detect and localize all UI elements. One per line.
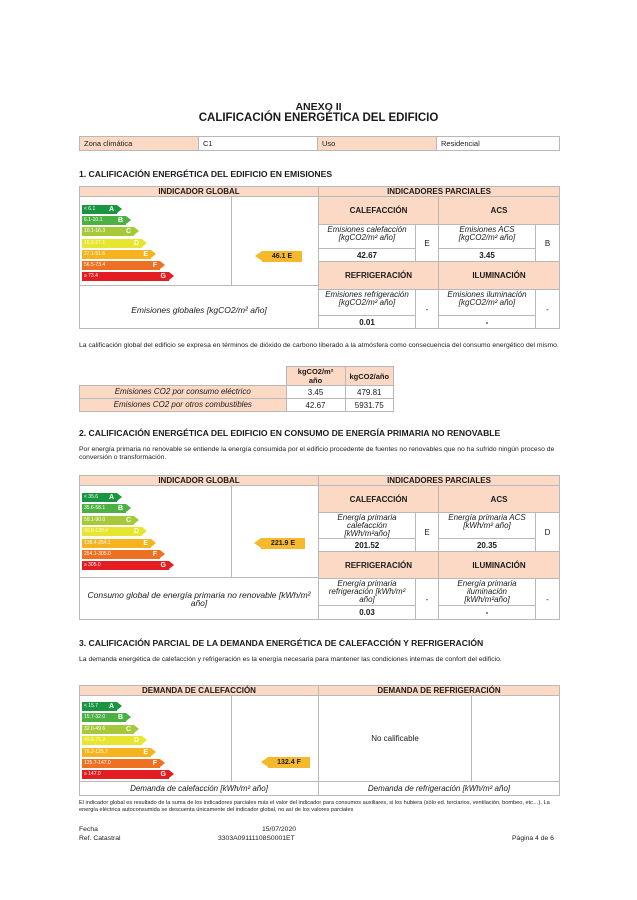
zona-value: C1: [199, 137, 318, 151]
s3-heat-caption: Demanda de calefacción [kWh/m² año]: [79, 781, 319, 796]
scale-range: 32.0-49.6: [84, 725, 106, 732]
scale-range: 35.6-58.1: [84, 505, 106, 512]
uso-value: Residencial: [437, 137, 560, 151]
scale-letter: G: [160, 771, 166, 779]
section-2-title: 2. CALIFICACIÓN ENERGÉTICA DEL EDIFICIO EN CONSUMO DE ENERGÍA PRIMARIA NO RENOVABLE: [79, 428, 501, 438]
scale-letter: B: [117, 505, 123, 513]
s2-partial-header: INDICADORES PARCIALES: [318, 475, 560, 486]
scale-letter: F: [152, 760, 157, 767]
scale-bar-e: [82, 250, 151, 259]
scale-letter: E: [143, 748, 148, 756]
scale-bar-c: [82, 516, 134, 525]
ref-value: 3303A09111108S0001ET: [218, 835, 295, 842]
co2-row-value-1: 3.45: [286, 386, 345, 399]
s2-refr-header: REFRIGERACIÓN: [318, 551, 439, 579]
scale-letter: F: [152, 262, 157, 269]
co2-row-value-2: 5931.75: [345, 399, 394, 412]
co2-row-value-2: 479.81: [345, 386, 394, 399]
s3-rating-box: [231, 695, 319, 782]
s3-cool-caption: Demanda de refrigeración [kWh/m² año]: [318, 781, 560, 796]
table-row: [80, 386, 394, 399]
s3-paragraph: La demanda energética de calefacción y refrigeración es la energía necesaria para mantener las condiciones internas de confort del edificio.: [79, 656, 502, 663]
scale-bar-b: [82, 713, 126, 722]
scale-bar-g: [82, 272, 169, 281]
scale-bar-e: [82, 539, 151, 548]
s1-calef-label: Emisiones calefacción [kgCO2/m² año]: [318, 224, 416, 249]
scale-bar-d: [82, 736, 142, 745]
s1-calef-header: CALEFACCIÓN: [318, 196, 439, 225]
s2-acs-value: 20.35: [438, 538, 536, 552]
s2-calef-label: Energía primaria calefacción [kWh/m²año]: [318, 512, 416, 539]
scale-range: < 15.7: [84, 703, 99, 709]
s1-partial-header: INDICADORES PARCIALES: [318, 186, 560, 197]
scale-bar-a: [82, 493, 117, 502]
scale-bar-f: [82, 759, 160, 768]
scale-bar-e: [82, 748, 151, 757]
scale-range: 10.1-16.3: [84, 228, 106, 235]
scale-letter: C: [125, 228, 131, 236]
scale-letter: A: [108, 206, 114, 213]
s1-acs-letter: B: [535, 224, 560, 262]
co2-table: [79, 366, 394, 412]
s3-cool-header: DEMANDA DE REFRIGERACIÓN: [318, 685, 560, 696]
scale-bar-f: [82, 550, 160, 559]
scale-range: 49.6-76.2: [84, 737, 106, 744]
scale-letter: D: [133, 528, 139, 536]
s2-acs-header: ACS: [438, 485, 560, 513]
scale-letter: G: [160, 273, 166, 281]
s2-ilum-label: Energía primaria iluminación [kWh/m²año]: [438, 578, 536, 606]
scale-letter: B: [117, 714, 123, 722]
annex-title: ANEXO II: [295, 101, 342, 113]
scale-bar-g: [82, 561, 169, 570]
scale-letter: E: [143, 250, 148, 258]
s2-rating-arrow: 221.9 E: [261, 538, 305, 549]
s2-rating-box: [231, 485, 319, 578]
scale-range: ≥ 73.4: [84, 273, 98, 280]
scale-range: ≥ 147.0: [84, 771, 101, 778]
scale-letter: A: [108, 494, 114, 501]
co2-col2-header: kgCO2/año: [345, 367, 394, 386]
scale-letter: C: [125, 516, 131, 524]
s2-refr-value: 0.03: [318, 605, 416, 620]
s1-acs-value: 3.45: [438, 248, 536, 262]
s2-acs-letter: D: [535, 512, 560, 552]
s1-global-caption: Emisiones globales [kgCO2/m² año]: [79, 285, 319, 329]
fecha-label: Fecha: [79, 826, 98, 833]
annex-subtitle: CALIFICACIÓN ENERGÉTICA DEL EDIFICIO: [198, 112, 439, 124]
s2-ilum-value: -: [438, 605, 536, 620]
section-3-title: 3. CALIFICACIÓN PARCIAL DE LA DEMANDA ENERGÉTICA DE CALEFACCIÓN Y REFRIGERACIÓN: [79, 638, 484, 648]
scale-letter: C: [125, 725, 131, 733]
s1-paragraph: La calificación global del edificio se expresa en términos de dióxido de carbono liberado a la atmósfera como consecuencia del consumo energético del mismo.: [79, 342, 559, 349]
co2-row-label: Emisiones CO2 por consumo eléctrico: [80, 386, 287, 399]
scale-letter: E: [143, 539, 148, 547]
s2-refr-label: Energía primaria refrigeración [kWh/m² año]: [318, 578, 416, 606]
s1-acs-header: ACS: [438, 196, 560, 225]
s1-acs-label: Emisiones ACS [kgCO2/m² año]: [438, 224, 536, 249]
scale-bar-d: [82, 239, 142, 248]
fecha-value: 15/07/2020: [262, 826, 297, 833]
s1-global-header: INDICADOR GLOBAL: [79, 186, 319, 197]
scale-range: 254.1-305.0: [84, 551, 111, 557]
info-table: [79, 136, 560, 151]
s1-ilum-letter: -: [535, 289, 560, 329]
scale-letter: D: [133, 239, 139, 247]
zona-label: Zona climática: [80, 137, 199, 151]
scale-bar-a: [82, 702, 117, 711]
scale-range: 90.0-138.4: [84, 528, 108, 535]
s1-refr-header: REFRIGERACIÓN: [318, 261, 439, 290]
table-row: [80, 399, 394, 412]
s3-cool-box-2: [471, 695, 560, 782]
s2-calef-value: 201.52: [318, 538, 416, 552]
scale-bar-c: [82, 227, 134, 236]
co2-row-label: Emisiones CO2 por otros combustibles: [80, 399, 287, 412]
scale-range: 58.1-90.0: [84, 516, 106, 523]
co2-row-value-1: 42.67: [286, 399, 345, 412]
scale-range: 138.4-254.1: [84, 539, 111, 546]
s1-rating-box: [231, 196, 319, 286]
s2-calef-letter: E: [415, 512, 439, 552]
s3-heat-header: DEMANDA DE CALEFACCIÓN: [79, 685, 319, 696]
scale-range: ≥ 305.0: [84, 562, 101, 569]
scale-range: < 35.6: [84, 494, 99, 500]
s1-ilum-value: -: [438, 315, 536, 329]
scale-range: 27.1-51.6: [84, 250, 106, 257]
s3-not-rated: No calificable: [371, 734, 419, 743]
scale-letter: A: [108, 703, 114, 710]
s1-calef-value: 42.67: [318, 248, 416, 262]
scale-range: 76.2-125.7: [84, 748, 108, 755]
s1-refr-letter: -: [415, 289, 439, 329]
s2-global-caption: Consumo global de energía primaria no renovable [kWh/m² año]: [79, 577, 319, 620]
scale-letter: G: [160, 562, 166, 570]
scale-bar-c: [82, 725, 134, 734]
scale-bar-g: [82, 770, 169, 779]
scale-range: < 6.1: [84, 206, 96, 212]
s1-calef-letter: E: [415, 224, 439, 262]
scale-letter: F: [152, 551, 157, 558]
scale-range: 15.7-32.0: [84, 714, 106, 721]
scale-bar-b: [82, 216, 126, 225]
s2-global-header: INDICADOR GLOBAL: [79, 475, 319, 486]
scale-range: 56.5-73.4: [84, 262, 106, 268]
uso-label: Uso: [318, 137, 437, 151]
s2-ilum-header: ILUMINACIÓN: [438, 551, 560, 579]
s2-refr-letter: -: [415, 578, 439, 620]
s1-refr-label: Emisiones refrigeración [kgCO2/m² año]: [318, 289, 416, 316]
scale-letter: D: [133, 737, 139, 745]
scale-bar-d: [82, 527, 142, 536]
s1-ilum-header: ILUMINACIÓN: [438, 261, 560, 290]
scale-letter: B: [117, 217, 123, 225]
s1-rating-arrow: 46.1 E: [262, 251, 302, 262]
co2-col1-header: kgCO2/m² año: [286, 367, 345, 386]
s2-calef-header: CALEFACCIÓN: [318, 485, 439, 513]
page-number: Página 4 de 6: [512, 835, 554, 842]
scale-bar-b: [82, 504, 126, 513]
scale-range: 16.3-27.1: [84, 239, 106, 246]
scale-bar-f: [82, 261, 160, 270]
ref-label: Ref. Catastral: [79, 835, 121, 842]
footnote: El indicador global es resultado de la suma de los indicadores parciales más el valor del indicador para consumos auxiliares, si los hubiera (sólo ed. terciarios, ventilación, bombeo, etc…). La energía eléctrica autoconsumida se descuenta únicamente del indicador global, no así de los valores parciales: [79, 800, 550, 813]
s1-refr-value: 0.01: [318, 315, 416, 329]
s1-ilum-label: Emisiones iluminación [kgCO2/m² año]: [438, 289, 536, 316]
s2-acs-label: Energía primaria ACS [kWh/m² año]: [438, 512, 536, 539]
section-1-title: 1. CALIFICACIÓN ENERGÉTICA DEL EDIFICIO EN EMISIONES: [79, 169, 333, 179]
s2-ilum-letter: -: [535, 578, 560, 620]
s3-rating-arrow: 132.4 F: [268, 757, 310, 768]
scale-range: 6.1-10.1: [84, 217, 103, 224]
scale-bar-a: [82, 205, 117, 214]
scale-range: 125.7-147.0: [84, 760, 111, 766]
s2-paragraph: Por energía primaria no renovable se entiende la energía consumida por el edificio procedente de fuentes no renovables que no ha sufrido ningún proceso de conversión o transformación.: [79, 446, 555, 462]
